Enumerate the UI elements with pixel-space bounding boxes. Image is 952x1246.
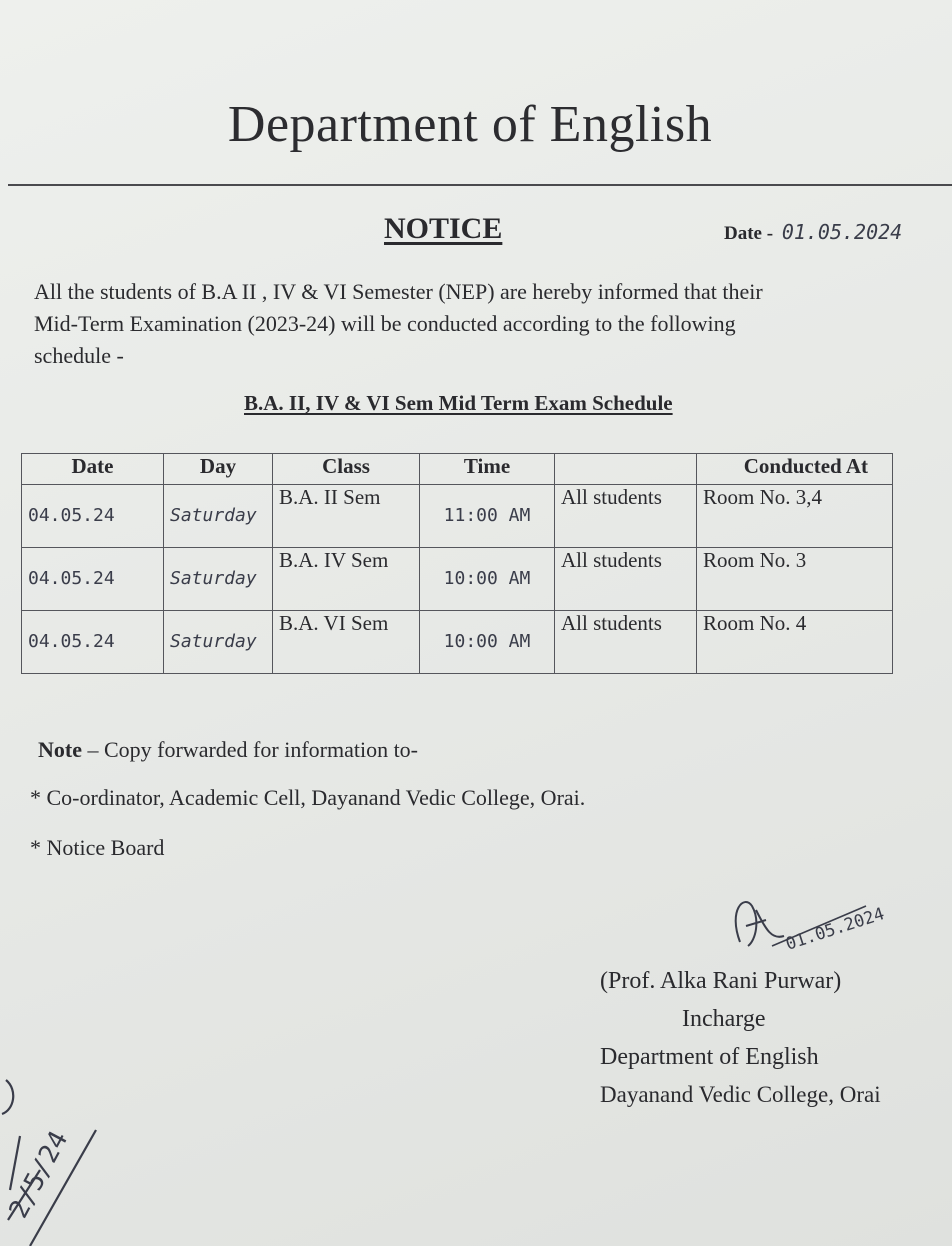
cell-day-text: Saturday (170, 568, 257, 589)
cell-room: Room No. 3 (697, 548, 893, 611)
cell-room: Room No. 4 (697, 611, 893, 674)
intro-paragraph (34, 276, 914, 372)
intro-line: schedule - (34, 343, 124, 368)
note-text: – Copy forwarded for information to- (81, 737, 419, 762)
cell-class: B.A. VI Sem (273, 611, 420, 674)
handwritten-signature (726, 880, 936, 960)
cc-item-notice-board: * Notice Board (30, 835, 165, 860)
table-row (22, 611, 893, 674)
intro-line: All the students of B.A II , IV & VI Semester (NEP) are hereby informed that their (34, 279, 763, 304)
signature-date: 01.05.2024 (783, 904, 887, 955)
cell-time (420, 611, 555, 674)
cell-date (22, 485, 164, 548)
cell-day (164, 485, 273, 548)
exam-schedule-table (21, 453, 893, 674)
intro-line: Mid-Term Examination (2023-24) will be conducted according to the following (34, 311, 736, 336)
note-line (38, 737, 418, 763)
cell-audience: All students (555, 485, 697, 548)
handwritten-margin-note (0, 1070, 130, 1246)
signatory-name: (Prof. Alka Rani Purwar) (600, 968, 842, 994)
cell-time (420, 485, 555, 548)
cell-room: Room No. 3,4 (697, 485, 893, 548)
cell-date (22, 611, 164, 674)
cell-class: B.A. IV Sem (273, 548, 420, 611)
column-header-class: Class (273, 454, 420, 485)
column-header-time: Time (420, 454, 555, 485)
cell-day-text: Saturday (170, 505, 257, 526)
cell-day (164, 548, 273, 611)
column-header-blank (555, 454, 697, 485)
signatory-college: Dayanand Vedic College, Orai (600, 1082, 881, 1107)
table-row (22, 548, 893, 611)
margin-note-text: 2/5/24 (3, 1126, 75, 1224)
date-label: Date - (724, 223, 774, 244)
cell-time-text: 10:00 AM (443, 568, 531, 589)
cell-day (164, 611, 273, 674)
note-label: Note (38, 737, 82, 762)
cell-day-text: Saturday (170, 631, 257, 652)
signatory-department: Department of English (600, 1044, 819, 1070)
notice-date (724, 220, 902, 245)
department-title: Department of English (227, 96, 713, 153)
signatory-designation: Incharge (682, 1006, 766, 1032)
header-divider (8, 184, 952, 186)
cell-audience: All students (555, 548, 697, 611)
cell-date-text: 04.05.24 (28, 631, 115, 652)
schedule-title: B.A. II, IV & VI Sem Mid Term Exam Schedule (244, 391, 673, 415)
cell-time-text: 10:00 AM (443, 631, 531, 652)
column-header-day: Day (164, 454, 273, 485)
cc-item-academic-cell: * Co-ordinator, Academic Cell, Dayanand Vedic College, Orai. (30, 785, 586, 810)
cell-class: B.A. II Sem (273, 485, 420, 548)
column-header-conducted-at: Conducted At (697, 454, 893, 485)
cell-date-text: 04.05.24 (28, 505, 115, 526)
signatory-block (600, 962, 930, 1114)
cell-time (420, 548, 555, 611)
cell-date-text: 04.05.24 (28, 568, 115, 589)
cell-date (22, 548, 164, 611)
column-header-date: Date (22, 454, 164, 485)
notice-heading: NOTICE (384, 212, 503, 245)
table-header-row (22, 454, 893, 485)
cell-audience: All students (555, 611, 697, 674)
table-row (22, 485, 893, 548)
date-value: 01.05.2024 (781, 220, 903, 244)
cell-time-text: 11:00 AM (443, 505, 531, 526)
